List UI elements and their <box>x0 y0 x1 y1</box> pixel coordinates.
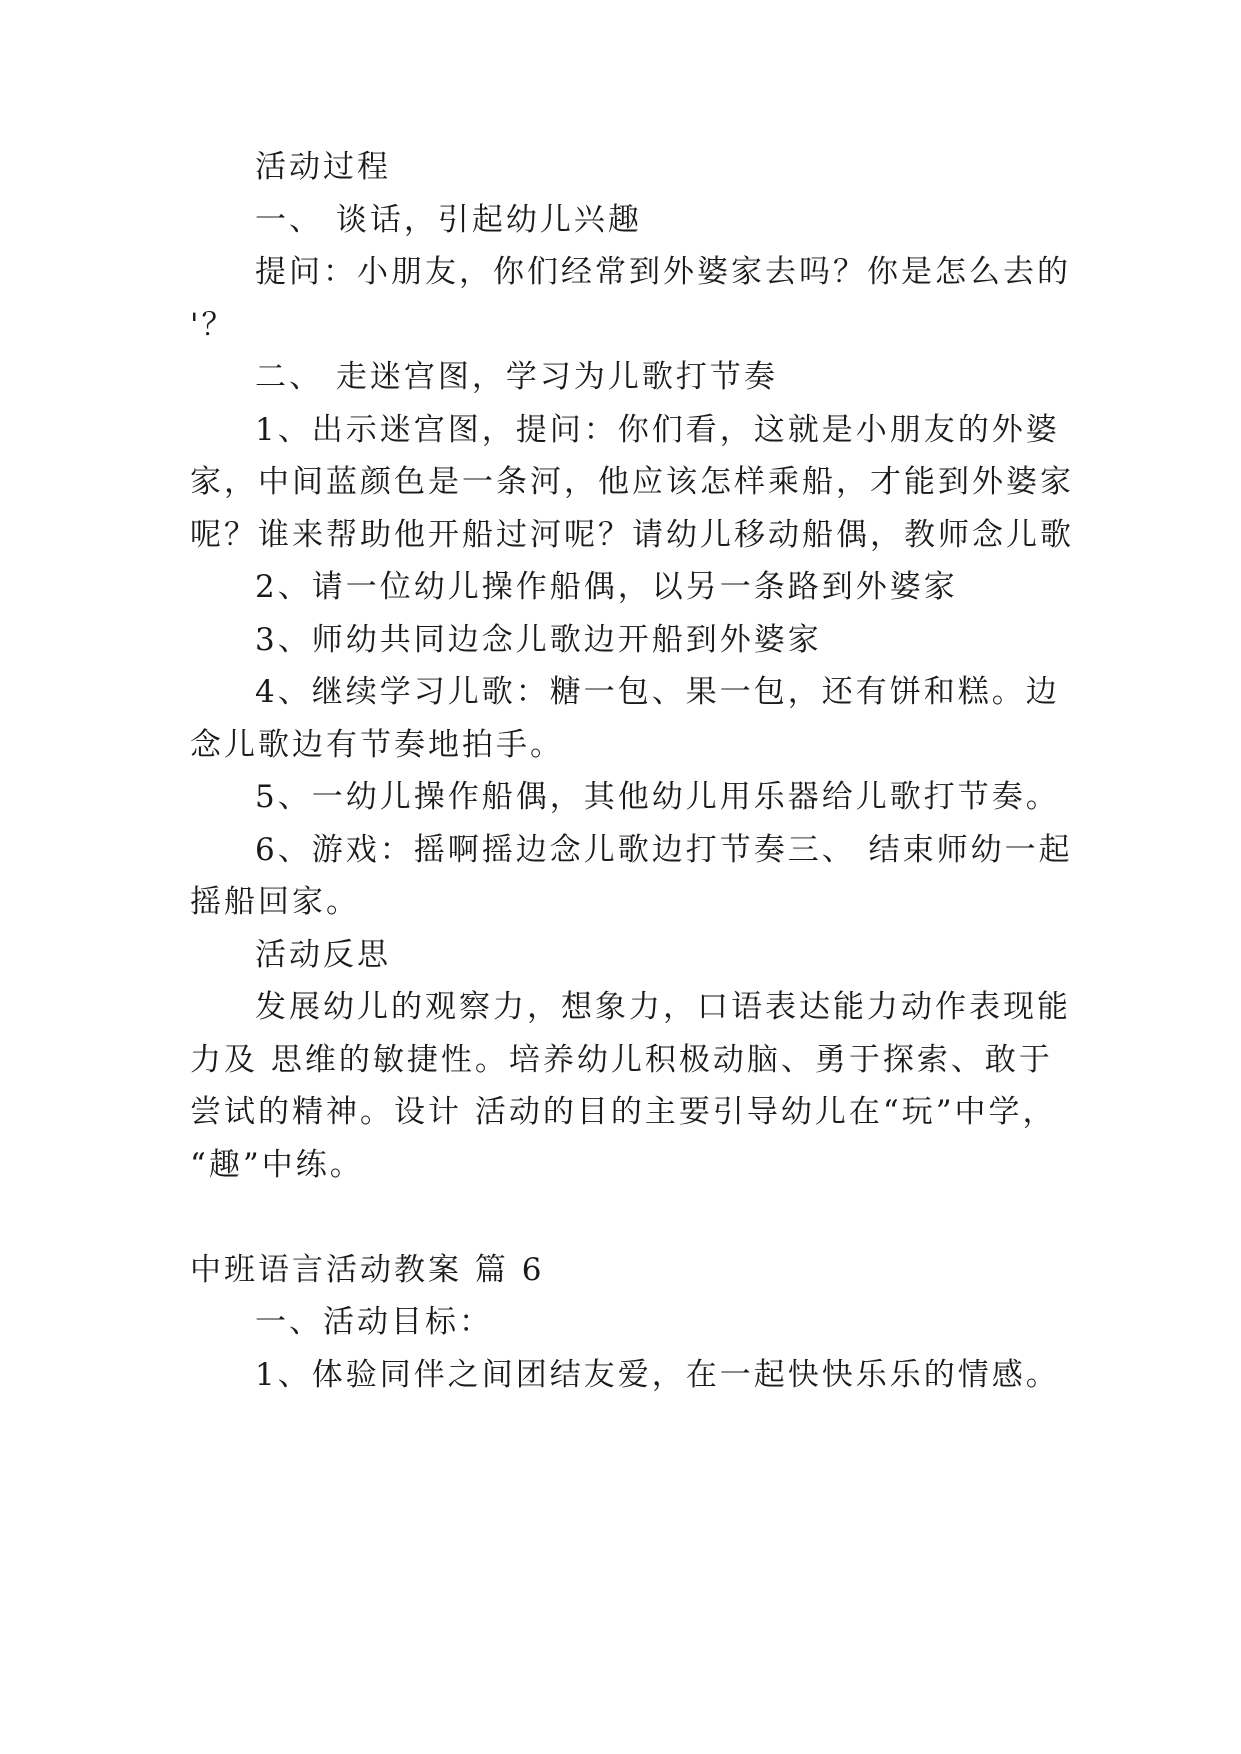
paragraph-line: 提问：小朋友，你们经常到外婆家去吗？你是怎么去的 <box>255 254 1071 290</box>
paragraph-line: 1、体验同伴之间团结友爱，在一起快快乐乐的情感。 <box>255 1357 1060 1393</box>
paragraph-line: 念儿歌边有节奏地拍手。 <box>190 727 564 763</box>
paragraph-line: 呢？谁来帮助他开船过河呢？请幼儿移动船偶，教师念儿歌 <box>190 517 1074 553</box>
section-two-title: 二、 走迷宫图，学习为儿歌打节奏 <box>255 359 778 395</box>
paragraph-line: '？ <box>190 307 236 343</box>
paragraph-line: 摇船回家。 <box>190 884 360 920</box>
lesson-title: 中班语言活动教案 篇 6 <box>190 1252 545 1288</box>
paragraph-line: 1、出示迷宫图，提问：你们看，这就是小朋友的外婆 <box>255 412 1060 448</box>
paragraph-line: 尝试的精神。设计 活动的目的主要引导幼儿在“玩”中学， <box>190 1094 1057 1130</box>
heading-activity-process: 活动过程 <box>255 149 391 185</box>
paragraph-line: 3、师幼共同边念儿歌边开船到外婆家 <box>255 622 822 658</box>
paragraph-line: 发展幼儿的观察力，想象力，口语表达能力动作表现能 <box>255 989 1071 1025</box>
paragraph-line: “趣”中练。 <box>190 1147 364 1183</box>
paragraph-line: 5、一幼儿操作船偶，其他幼儿用乐器给儿歌打节奏。 <box>255 779 1060 815</box>
paragraph-line: 6、游戏：摇啊摇边念儿歌边打节奏三、 结束师幼一起 <box>255 832 1073 868</box>
section-goals-title: 一、活动目标： <box>255 1304 493 1340</box>
paragraph-line: 力及 思维的敏捷性。培养幼儿积极动脑、勇于探索、敢于 <box>190 1042 1053 1078</box>
paragraph-line: 2、请一位幼儿操作船偶，以另一条路到外婆家 <box>255 569 958 605</box>
paragraph-line: 4、继续学习儿歌：糖一包、果一包，还有饼和糕。边 <box>255 674 1060 710</box>
section-one-title: 一、 谈话，引起幼儿兴趣 <box>255 202 642 238</box>
heading-activity-reflection: 活动反思 <box>255 937 391 973</box>
paragraph-line: 家，中间蓝颜色是一条河，他应该怎样乘船，才能到外婆家 <box>190 464 1074 500</box>
